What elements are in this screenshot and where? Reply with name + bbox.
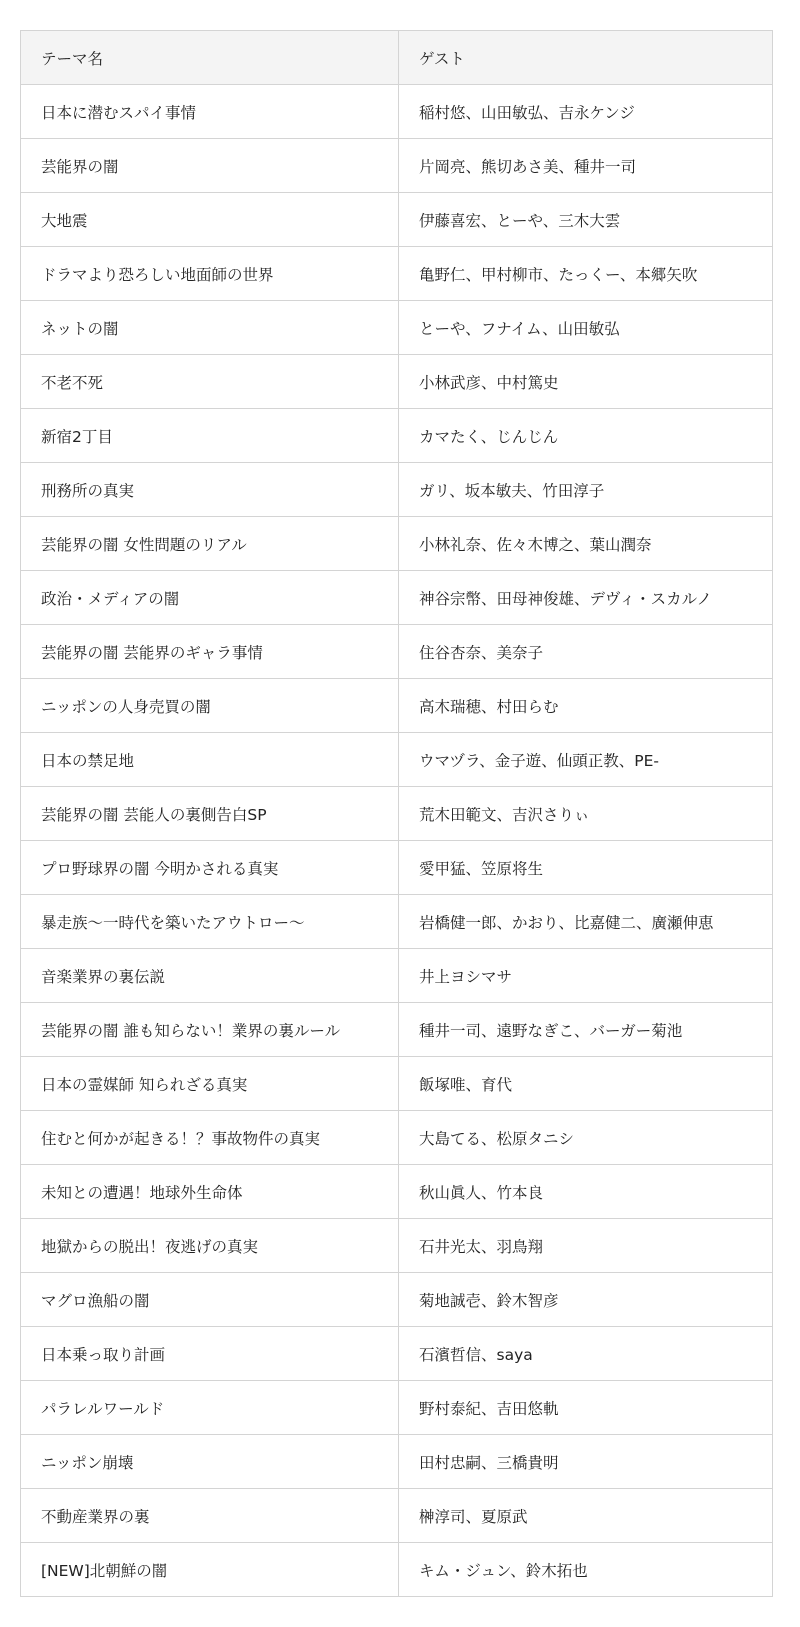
theme-name-cell: 芸能界の闇 — [21, 139, 399, 193]
theme-name-cell: マグロ漁船の闇 — [21, 1273, 399, 1327]
theme-name-cell: 暴走族〜一時代を築いたアウトロー〜 — [21, 895, 399, 949]
table-body — [21, 85, 773, 1597]
table-row — [21, 85, 773, 139]
table-row — [21, 1543, 773, 1597]
theme-name-cell: ニッポン崩壊 — [21, 1435, 399, 1489]
guest-cell: 稲村悠、山田敏弘、吉永ケンジ — [399, 85, 773, 139]
theme-guest-table-container — [20, 30, 772, 1597]
table-row — [21, 463, 773, 517]
guest-cell: ガリ、坂本敏夫、竹田淳子 — [399, 463, 773, 517]
theme-name-cell: ドラマより恐ろしい地面師の世界 — [21, 247, 399, 301]
table-row — [21, 1165, 773, 1219]
guest-cell: 岩橋健一郎、かおり、比嘉健二、廣瀬伸恵 — [399, 895, 773, 949]
table-row — [21, 139, 773, 193]
theme-name-cell: 日本の禁足地 — [21, 733, 399, 787]
guest-cell: 石濱哲信、saya — [399, 1327, 773, 1381]
header-row — [21, 31, 773, 85]
table-row — [21, 1489, 773, 1543]
table-row — [21, 949, 773, 1003]
theme-name-cell: 日本の霊媒師 知られざる真実 — [21, 1057, 399, 1111]
guest-cell: 野村泰紀、吉田悠軌 — [399, 1381, 773, 1435]
theme-guest-table — [20, 30, 773, 1597]
guest-cell: キム・ジュン、鈴木拓也 — [399, 1543, 773, 1597]
table-row — [21, 1381, 773, 1435]
theme-name-cell: ニッポンの人身売買の闇 — [21, 679, 399, 733]
table-row — [21, 787, 773, 841]
table-row — [21, 1273, 773, 1327]
table-row — [21, 1057, 773, 1111]
table-row — [21, 517, 773, 571]
guest-cell: 伊藤喜宏、とーや、三木大雲 — [399, 193, 773, 247]
table-row — [21, 247, 773, 301]
guest-cell: 片岡亮、熊切あさ美、種井一司 — [399, 139, 773, 193]
guest-cell: 大島てる、松原タニシ — [399, 1111, 773, 1165]
table-row — [21, 679, 773, 733]
theme-name-cell: 芸能界の闇 芸能界のギャラ事情 — [21, 625, 399, 679]
theme-name-cell: 不老不死 — [21, 355, 399, 409]
table-header — [21, 31, 773, 85]
guest-cell: とーや、フナイム、山田敏弘 — [399, 301, 773, 355]
theme-name-cell: 住むと何かが起きる！？事故物件の真実 — [21, 1111, 399, 1165]
table-row — [21, 1219, 773, 1273]
guest-cell: 亀野仁、甲村柳市、たっくー、本郷矢吹 — [399, 247, 773, 301]
table-row — [21, 1327, 773, 1381]
table-row — [21, 571, 773, 625]
theme-name-cell: 大地震 — [21, 193, 399, 247]
theme-name-cell: パラレルワールド — [21, 1381, 399, 1435]
theme-name-cell: 日本に潜むスパイ事情 — [21, 85, 399, 139]
guest-cell: カマたく、じんじん — [399, 409, 773, 463]
table-row — [21, 193, 773, 247]
header-guest: ゲスト — [399, 31, 773, 85]
theme-name-cell: プロ野球界の闇 今明かされる真実 — [21, 841, 399, 895]
table-row — [21, 1003, 773, 1057]
guest-cell: 愛甲猛、笠原将生 — [399, 841, 773, 895]
table-row — [21, 841, 773, 895]
theme-name-cell: [NEW]北朝鮮の闇 — [21, 1543, 399, 1597]
guest-cell: 住谷杏奈、美奈子 — [399, 625, 773, 679]
guest-cell: 荒木田範文、吉沢さりぃ — [399, 787, 773, 841]
theme-name-cell: 地獄からの脱出！夜逃げの真実 — [21, 1219, 399, 1273]
header-theme-name: テーマ名 — [21, 31, 399, 85]
theme-name-cell: 芸能界の闇 誰も知らない！業界の裏ルール — [21, 1003, 399, 1057]
theme-name-cell: 政治・メディアの闇 — [21, 571, 399, 625]
guest-cell: 秋山眞人、竹本良 — [399, 1165, 773, 1219]
table-row — [21, 625, 773, 679]
theme-name-cell: ネットの闇 — [21, 301, 399, 355]
guest-cell: 榊淳司、夏原武 — [399, 1489, 773, 1543]
guest-cell: 小林武彦、中村篤史 — [399, 355, 773, 409]
table-row — [21, 733, 773, 787]
guest-cell: 飯塚唯、育代 — [399, 1057, 773, 1111]
guest-cell: 小林礼奈、佐々木博之、葉山潤奈 — [399, 517, 773, 571]
guest-cell: ウマヅラ、金子遊、仙頭正教、PE- — [399, 733, 773, 787]
table-row — [21, 355, 773, 409]
table-row — [21, 895, 773, 949]
guest-cell: 石井光太、羽鳥翔 — [399, 1219, 773, 1273]
theme-name-cell: 芸能界の闇 芸能人の裏側告白SP — [21, 787, 399, 841]
table-row — [21, 1111, 773, 1165]
theme-name-cell: 日本乗っ取り計画 — [21, 1327, 399, 1381]
theme-name-cell: 未知との遭遇！地球外生命体 — [21, 1165, 399, 1219]
guest-cell: 田村忠嗣、三橋貴明 — [399, 1435, 773, 1489]
guest-cell: 種井一司、遠野なぎこ、バーガー菊池 — [399, 1003, 773, 1057]
table-row — [21, 409, 773, 463]
table-row — [21, 301, 773, 355]
theme-name-cell: 音楽業界の裏伝説 — [21, 949, 399, 1003]
guest-cell: 高木瑞穂、村田らむ — [399, 679, 773, 733]
theme-name-cell: 新宿2丁目 — [21, 409, 399, 463]
guest-cell: 神谷宗幣、田母神俊雄、デヴィ・スカルノ — [399, 571, 773, 625]
guest-cell: 菊地誠壱、鈴木智彦 — [399, 1273, 773, 1327]
theme-name-cell: 不動産業界の裏 — [21, 1489, 399, 1543]
theme-name-cell: 芸能界の闇 女性問題のリアル — [21, 517, 399, 571]
theme-name-cell: 刑務所の真実 — [21, 463, 399, 517]
guest-cell: 井上ヨシマサ — [399, 949, 773, 1003]
table-row — [21, 1435, 773, 1489]
